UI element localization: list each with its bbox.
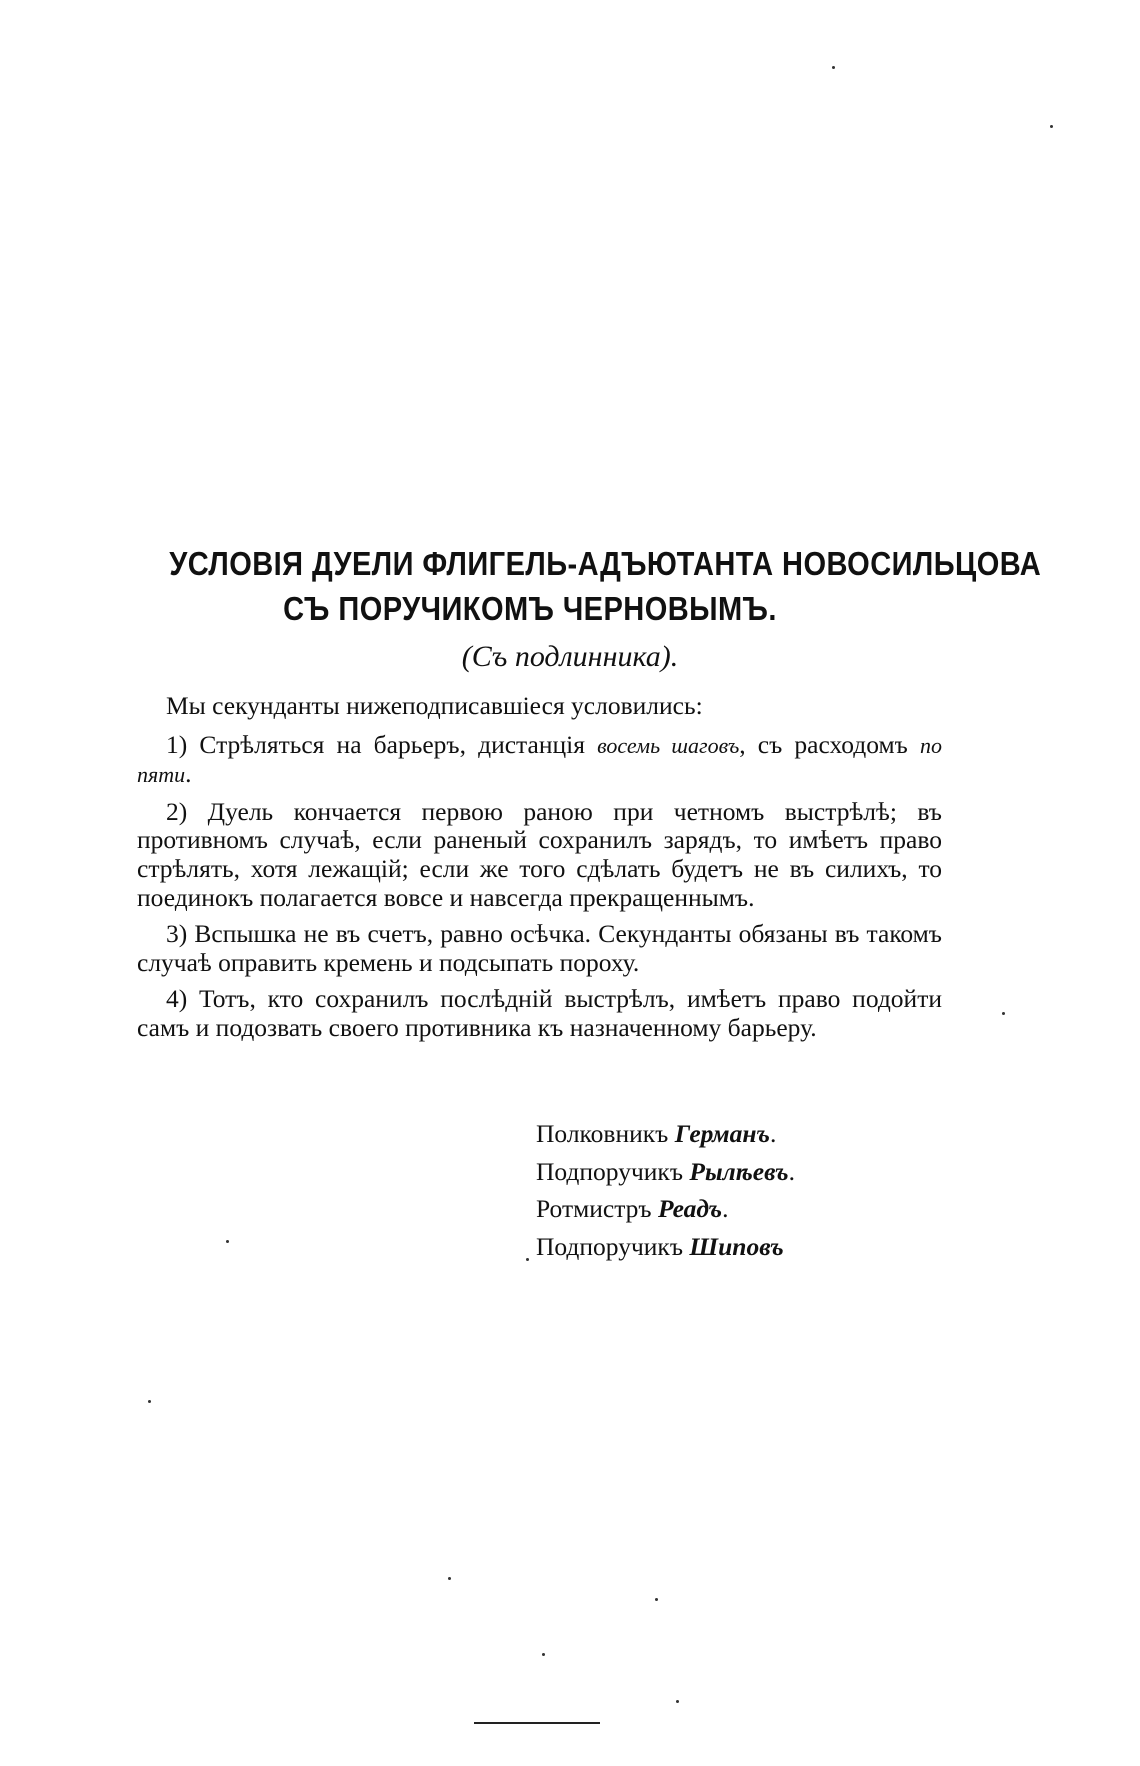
signature-rank: Ротмистръ	[536, 1194, 658, 1223]
closing-rule	[474, 1722, 600, 1724]
title-line-2: СЪ ПОРУЧИКОМЪ ЧЕРНОВЫМЪ.	[283, 590, 777, 627]
signature-name: Германъ	[674, 1119, 770, 1148]
condition-3: 3) Вспышка не въ счетъ, равно осѣчка. Секунданты обязаны въ такомъ случаѣ оправить кремень и подсыпать пороху.	[137, 919, 942, 977]
subtitle: (Съ подлинника).	[461, 640, 679, 673]
signature-punct: .	[769, 1119, 777, 1148]
document-body	[137, 692, 942, 1051]
signature-line	[536, 1153, 795, 1191]
condition-1-text-b: , съ расходомъ	[739, 729, 920, 759]
signature-line	[536, 1115, 795, 1153]
condition-1-separation: по пяти	[137, 732, 942, 788]
scan-speck	[1002, 1012, 1005, 1015]
signature-rank: Подпоручикъ	[536, 1156, 690, 1186]
signature-name: Рылѣевъ	[689, 1156, 789, 1186]
signature-rank: Подпоручикъ	[536, 1231, 690, 1261]
signature-block	[536, 1115, 795, 1265]
scan-speck	[448, 1577, 451, 1580]
scan-speck	[542, 1653, 545, 1656]
condition-1-text-c: .	[185, 759, 192, 789]
scan-speck	[526, 1258, 529, 1261]
condition-1-text-a: 1) Стрѣляться на барьеръ, дистанція	[166, 729, 598, 759]
scan-speck	[676, 1700, 679, 1703]
scan-speck	[1050, 125, 1053, 128]
scan-speck	[148, 1400, 151, 1403]
signature-name: Реадъ	[657, 1194, 723, 1223]
signature-name: Шиповъ	[689, 1231, 784, 1261]
scan-speck	[832, 66, 835, 69]
signature-line	[536, 1228, 795, 1266]
scan-speck	[655, 1598, 658, 1601]
intro-paragraph: Мы секунданты нижеподписавшіеся условились:	[166, 691, 703, 720]
condition-1	[137, 731, 942, 790]
signature-punct: .	[722, 1194, 729, 1223]
scan-speck	[226, 1240, 229, 1243]
signature-punct: .	[788, 1156, 795, 1186]
signature-rank: Полковникъ	[536, 1119, 675, 1148]
condition-1-distance: восемь шаговъ	[597, 732, 740, 758]
condition-2: 2) Дуель кончается первою раною при четномъ выстрѣлѣ; въ противномъ случаѣ, если раненый сохранилъ зарядъ, то имѣетъ право стрѣлять, хотя лежащій; если же того сдѣлать будетъ не въ силихъ, то поединокъ полагается вовсе и навсегда прекращеннымъ.	[137, 796, 942, 912]
title-line-1: УСЛОВІЯ ДУЕЛИ ФЛИГЕЛЬ-АДЪЮТАНТА НОВОСИЛЬЦОВА	[169, 545, 1042, 582]
condition-4: 4) Тотъ, кто сохранилъ послѣдній выстрѣлъ, имѣетъ право подойти самъ и подозвать своего противника къ назначенному барьеру.	[137, 984, 942, 1042]
signature-line	[536, 1190, 795, 1228]
